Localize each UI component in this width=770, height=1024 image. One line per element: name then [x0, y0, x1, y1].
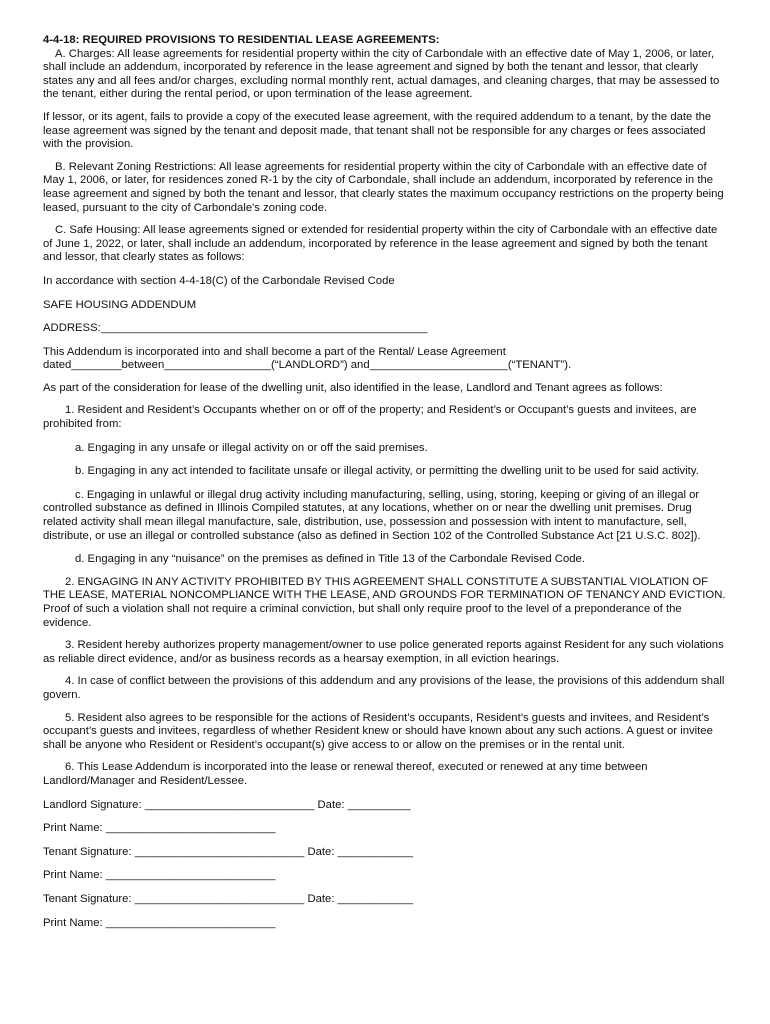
print-name-line-3: Print Name: ___________________________ — [43, 916, 276, 929]
section-heading: 4-4-18: REQUIRED PROVISIONS TO RESIDENTIAL LEASE AGREEMENTS: — [43, 34, 440, 46]
paragraph-charges: A. Charges: All lease agreements for residential property within the city of Carbondale with an effective date of May 1, 2006, or later, shall include an addendum, incorporated by reference in the lease agreement and signed by both the tenant and lessor, that clearly states any and all fees and/or charges, excluding normal monthly rent, actual damages, and cleaning charges, that may be assessed to the tenant, either during the rental period, or upon termination of the lease agreement. — [43, 47, 720, 101]
print-name-line-2: Print Name: ___________________________ — [43, 869, 276, 882]
tenant-signature-line-1: Tenant Signature: ___________________________ Date: ____________ — [43, 845, 414, 858]
paragraph-safe-housing: C. Safe Housing: All lease agreements signed or extended for residential property within the city of Carbondale with an effective date of June 1, 2022, or later, shall include an addendum, incorporated by reference in the lease agreement and signed by both the tenant and lessor, that clearly states as follows: — [43, 224, 718, 264]
paragraph-lessor-failure: If lessor, or its agent, fails to provide a copy of the executed lease agreement, with the required addendum to a tenant, by the date the lease agreement was signed by the tenant and deposit made, that tenant shall not be responsible for any charges or fees associated with the provision. — [43, 110, 712, 151]
accordance-line: In accordance with section 4-4-18(C) of the Carbondale Revised Code — [43, 274, 395, 287]
incorporated-line-1: This Addendum is incorporated into and shall become a part of the Rental/ Lease Agreement — [43, 345, 506, 358]
address-line: ADDRESS:____________________________________________________ — [43, 322, 428, 335]
tenant-signature-line-2: Tenant Signature: ___________________________ Date: ____________ — [43, 892, 414, 905]
list-item-3: 3. Resident hereby authorizes property management/owner to use police generated reports against Resident for any such violations as reliable direct evidence, and/or as business records as a hearsay exemption, in all eviction hearings. — [43, 639, 724, 665]
consideration-paragraph: As part of the consideration for lease of the dwelling unit, also identified in the lease, Landlord and Tenant agrees as follows: — [43, 381, 663, 394]
paragraph-zoning: B. Relevant Zoning Restrictions: All lease agreements for residential property within the city of Carbondale with an effective date of May 1, 2006, or later, for residences zoned R-1 by the city of Carbondale, shall include an addendum, incorporated by reference in the lease agreement and signed by both the tenant and lessor, that clearly states the maximum occupancy restrictions on the property being leased, pursuant to the city of Carbondale's zoning code. — [43, 160, 724, 214]
addendum-title: SAFE HOUSING ADDENDUM — [43, 298, 197, 311]
list-item-1d: d. Engaging in any “nuisance” on the premises as defined in Title 13 of the Carbondale Revised Code. — [75, 553, 585, 566]
list-item-2: 2. ENGAGING IN ANY ACTIVITY PROHIBITED BY THIS AGREEMENT SHALL CONSTITUTE A SUBSTANTIAL VIOLATION OF THE LEASE, MATERIAL NONCOMPLIANCE WITH THE LEASE, AND GROUNDS FOR TERMINATION OF TENANCY AND EVICTION. Proof of such a violation shall not require a criminal conviction, but shall only require proof to the level of a preponderance of the evidence. — [43, 575, 726, 629]
list-item-4: 4. In case of conflict between the provisions of this addendum and any provisions of the lease, the provisions of this addendum shall govern. — [43, 675, 725, 701]
list-item-6: 6. This Lease Addendum is incorporated into the lease or renewal thereof, executed or renewed at any time between Landlord/Manager and Resident/Lessee. — [43, 761, 648, 787]
list-item-1a: a. Engaging in any unsafe or illegal activity on or off the said premises. — [75, 441, 428, 454]
print-name-line-1: Print Name: ___________________________ — [43, 822, 276, 835]
landlord-signature-line: Landlord Signature: ___________________________ Date: __________ — [43, 798, 411, 811]
list-item-1b: b. Engaging in any act intended to facilitate unsafe or illegal activity, or permitting the dwelling unit to be used for said activity. — [75, 465, 699, 478]
incorporated-line-2: dated________between_________________(“LANDLORD”) and______________________(“TENANT”). — [43, 359, 572, 372]
list-item-1c: c. Engaging in unlawful or illegal drug activity including manufacturing, selling, using, storing, keeping or giving of an illegal or controlled substance as defined in Illinois Compiled statutes, at any locations, whether on or near the dwelling unit premises. Drug related activity shall mean illegal manufacture, sale, distribution, use, possession and possession with intent to manufacture, sell, distribute, or use an illegal or controlled substance (also as defined in Section 102 of the Controlled Substance Act [21 U.S.C. 802]). — [43, 488, 701, 542]
list-item-1: 1. Resident and Resident’s Occupants whether on or off of the property; and Resident’s or Occupant’s guests and invitees, are prohibited from: — [43, 404, 697, 431]
list-item-5: 5. Resident also agrees to be responsible for the actions of Resident’s occupants, Resident’s guests and invitees, and Resident’s occupant’s guests and invitees, regardless of whether Resident knew or should have known about any such actions. A guest or invitee shall be anyone who Resident or Resident’s occupant(s) give access to or allow on the premises or in the rental unit. — [43, 711, 713, 751]
